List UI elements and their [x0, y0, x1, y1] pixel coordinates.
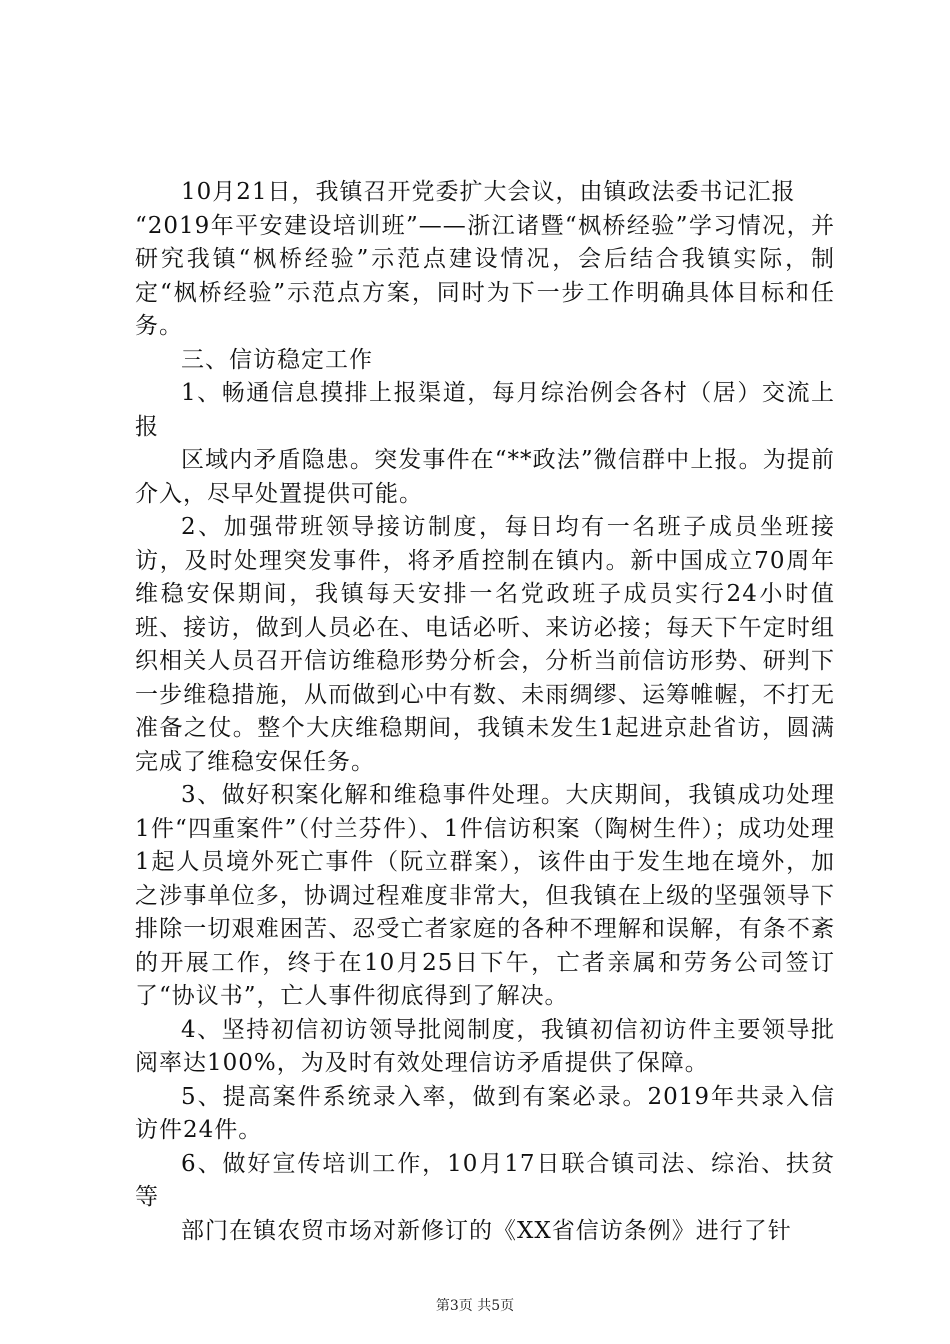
paragraph-item-5: 5、提高案件系统录入率，做到有案必录。2019年共录入信访件24件。 — [135, 1083, 835, 1143]
paragraph-item-6-continued: 部门在镇农贸市场对新修订的《XX省信访条例》进行了针 — [181, 1217, 792, 1244]
page-footer: 第3页 共5页 — [435, 1298, 515, 1314]
paragraph-item-1-continued: 区域内矛盾隐患。突发事件在“**政法”微信群中上报。为提前介入，尽早处置提供可能。 — [135, 447, 835, 507]
paragraph-1: 10月21日，我镇召开党委扩大会议，由镇政法委书记汇报 — [181, 179, 796, 205]
paragraph-item-6: 6、做好宣传培训工作，10月17日联合镇司法、综治、扶贫等 — [135, 1150, 835, 1210]
section-heading-xinfang: 三、信访稳定工作 — [181, 346, 373, 373]
paragraph-item-2: 2、加强带班领导接访制度，每日均有一名班子成员坐班接访，及时处理突发事件，将矛盾控制在镇内。新中国成立70周年维稳安保期间，我镇每天安排一名党政班子成员实行24小时值班、接访，做到人员必在、电话必听、来访必接；每天下午定时组织相关人员召开信访维稳形势分析会，分析当前信访形势、研判下一步维稳措施，从而做到心中有数、未雨绸缪、运筹帷幄，不打无准备之仗。整个大庆维稳期间，我镇未发生1起进京赴省访，圆满完成了维稳安保任务。 — [135, 514, 835, 775]
paragraph-item-1: 1、畅通信息摸排上报渠道，每月综治例会各村（居）交流上报 — [135, 380, 835, 440]
paragraph-item-3: 3、做好积案化解和维稳事件处理。大庆期间，我镇成功处理1件“四重案件”（付兰芬件）、1件信访积案（陶树生件）；成功处理1起人员境外死亡事件（阮立群案），该件由于发生地在境外，加之涉事单位多，协调过程难度非常大，但我镇在上级的坚强领导下排除一切艰难困苦、忍受亡者家庭的各种不理解和误解，有条不紊的开展工作，终于在10月25日下午，亡者亲属和劳务公司签订了“协议书”，亡人事件彻底得到了解决。 — [135, 782, 835, 1009]
paragraph-item-4: 4、坚持初信初访领导批阅制度，我镇初信初访件主要领导批阅率达100%，为及时有效处理信访矛盾提供了保障。 — [135, 1016, 835, 1076]
document-body — [135, 176, 835, 1248]
paragraph-1-continued: “2019年平安建设培训班”——浙江诸暨“枫桥经验”学习情况，并研究我镇“枫桥经验”示范点建设情况，会后结合我镇实际，制定“枫桥经验”示范点方案，同时为下一步工作明确具体目标和任务。 — [135, 212, 835, 339]
